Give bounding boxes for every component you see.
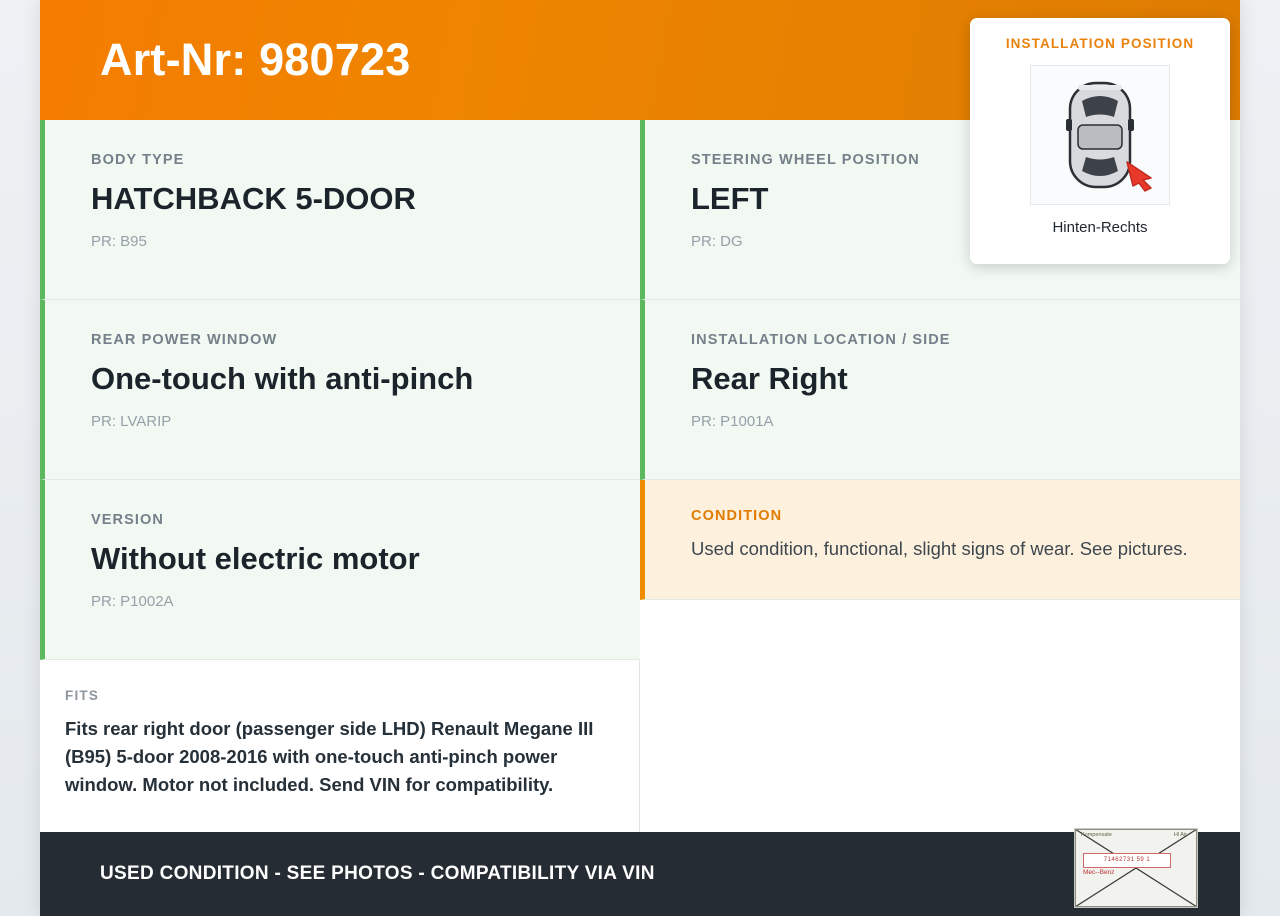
spec-label: VERSION — [91, 512, 164, 528]
stamp-top-left-text: Kompensate — [1081, 832, 1112, 838]
spec-label: REAR POWER WINDOW — [91, 332, 278, 348]
spec-value: Without electric motor — [91, 541, 420, 576]
spec-pr-code: PR: LVARIP — [91, 412, 172, 430]
spec-label: STEERING WHEEL POSITION — [691, 152, 920, 168]
spec-label: INSTALLATION LOCATION / SIDE — [691, 332, 951, 348]
spec-cell-rear-power-window — [40, 300, 640, 480]
footer-text: USED CONDITION - SEE PHOTOS - COMPATIBILITY VIA VIN — [100, 863, 655, 884]
spec-value: One-touch with anti-pinch — [91, 361, 474, 396]
car-diagram — [1030, 65, 1170, 205]
spec-pr-code: PR: P1001A — [691, 412, 774, 430]
condition-cell — [640, 480, 1240, 600]
condition-text: Used condition, functional, slight signs of wear. See pictures. — [691, 538, 1188, 559]
envelope-icon — [1075, 829, 1197, 907]
fits-block — [40, 660, 640, 832]
spec-value: Rear Right — [691, 361, 848, 396]
footer-banner — [40, 832, 1240, 916]
stamp-barcode: 71462731 59 1 — [1083, 853, 1171, 868]
spec-pr-code: PR: DG — [691, 232, 743, 250]
stamp-bottom-text: Mec--Benz — [1083, 869, 1115, 876]
listing-sheet — [40, 0, 1240, 916]
stamp-top-right-text: Hl Air — [1173, 832, 1187, 838]
position-arrow-icon — [1121, 156, 1163, 192]
spec-cell-installation-location — [640, 300, 1240, 480]
page-title: Art-Nr: 980723 — [100, 34, 411, 85]
fits-label: FITS — [65, 688, 100, 703]
condition-label: CONDITION — [691, 508, 783, 524]
spec-cell-body-type — [40, 120, 640, 300]
spec-pr-code: PR: B95 — [91, 232, 147, 250]
spec-value: LEFT — [691, 181, 769, 216]
spec-label: BODY TYPE — [91, 152, 185, 168]
installation-position-card — [970, 18, 1230, 264]
fits-text: Fits rear right door (passenger side LHD) Renault Megane III (B95) 5-door 2008-2016 with one-touch anti-pinch power window. Motor not included. Send VIN for compatibility. — [65, 718, 594, 796]
spacer-right — [640, 660, 1240, 720]
installation-position-caption: Hinten-Rechts — [1052, 219, 1148, 236]
spec-pr-code: PR: P1002A — [91, 592, 174, 610]
shipping-label-stamp — [1074, 828, 1198, 908]
spec-cell-version — [40, 480, 640, 660]
spec-value: HATCHBACK 5-DOOR — [91, 181, 416, 216]
installation-position-title: INSTALLATION POSITION — [1005, 36, 1195, 51]
